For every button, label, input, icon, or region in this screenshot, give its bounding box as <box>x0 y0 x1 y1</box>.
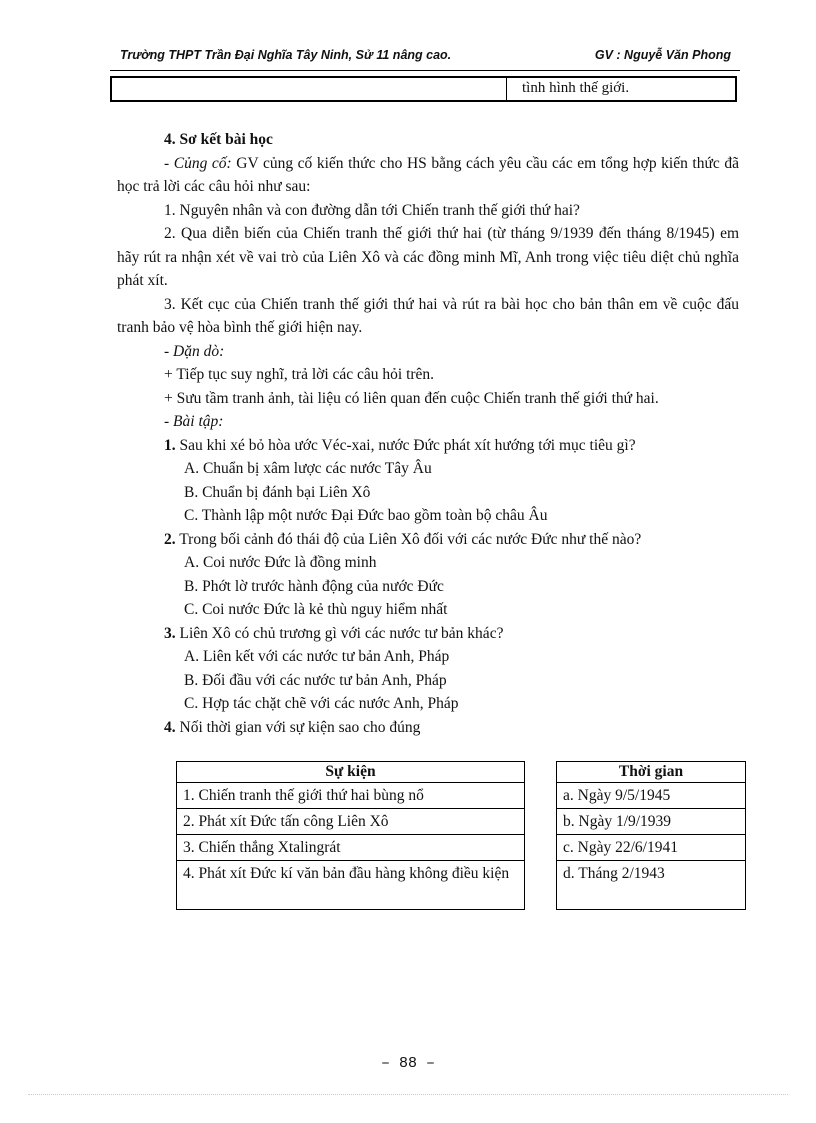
dan-do-item: + Sưu tầm tranh ảnh, tài liệu có liên quan đến cuộc Chiến tranh thế giới thứ hai. <box>164 389 659 407</box>
exercise-option: B. Đối đầu với các nước tư bản Anh, Pháp <box>184 671 447 689</box>
event-cell: 3. Chiến thắng Xtalingrát <box>177 835 525 861</box>
event-cell: 4. Phát xít Đức kí văn bản đầu hàng không điều kiện <box>177 861 525 910</box>
time-cell: b. Ngày 1/9/1939 <box>557 809 746 835</box>
review-question: 2. Qua diễn biến của Chiến tranh thế giới thứ hai (từ tháng 9/1939 đến tháng 8/1945) em hãy rút ra nhận xét về vai trò của Liên Xô và các đồng minh Mĩ, Anh trong việc tiêu diệt chủ nghĩa phát xít. <box>117 225 739 289</box>
review-question: 3. Kết cục của Chiến tranh thế giới thứ hai và rút ra bài học cho bản thân em về cuộc đấu tranh bảo vệ hòa bình thế giới hiện nay. <box>117 295 739 336</box>
header-school: Trường THPT Trần Đại Nghĩa Tây Ninh, Sử 11 nâng cao. <box>120 48 452 62</box>
events-table <box>176 761 525 910</box>
time-cell: a. Ngày 9/5/1945 <box>557 783 746 809</box>
exercise-question: 3. Liên Xô có chủ trương gì với các nước tư bản khác? <box>164 624 504 642</box>
bai-tap-heading: - Bài tập: <box>164 413 224 430</box>
exercise-option: A. Liên kết với các nước tư bản Anh, Pháp <box>184 648 450 665</box>
exercise-question: 2. Trong bối cảnh đó thái độ của Liên Xô đối với các nước Đức như thế nào? <box>164 530 642 548</box>
page-number: – 88 – <box>380 1055 435 1072</box>
exercise-number: 3. <box>164 624 176 642</box>
table-cell: tình hình thế giới. <box>522 80 630 96</box>
dan-do-heading: - Dặn dò: <box>164 342 225 360</box>
cung-co-paragraph: - Củng cố: GV củng cố kiến thức cho HS bằng cách yêu cầu các em tổng hợp kiến thức đã học trả lời các câu hỏi như sau: <box>117 154 739 195</box>
exercise-number: 4. <box>164 718 176 736</box>
exercise-question: 1. Sau khi xé bỏ hòa ước Véc-xai, nước Đức phát xít hướng tới mục tiêu gì? <box>164 436 636 454</box>
exercise-option: B. Chuẩn bị đánh bại Liên Xô <box>184 483 371 501</box>
section-heading: 4. Sơ kết bài học <box>164 131 273 148</box>
page-header <box>120 48 731 68</box>
events-header: Sự kiện <box>177 762 525 783</box>
header-rule <box>110 70 740 71</box>
cung-co-label: Củng cố: <box>173 154 232 172</box>
continued-table-row <box>110 76 737 102</box>
dan-do-label: Dặn dò: <box>173 342 225 360</box>
dan-do-item: + Tiếp tục suy nghĩ, trả lời các câu hỏi trên. <box>164 366 435 383</box>
exercise-number: 2. <box>164 530 176 548</box>
page-edge-dots <box>28 1094 788 1095</box>
bai-tap-label: Bài tập: <box>173 413 224 430</box>
exercise-number: 1. <box>164 436 176 454</box>
event-cell: 2. Phát xít Đức tấn công Liên Xô <box>177 809 525 835</box>
header-teacher: GV : Nguyễ Văn Phong <box>594 48 731 62</box>
exercise-option: C. Thành lập một nước Đại Đức bao gồm toàn bộ châu Âu <box>184 507 548 524</box>
table-divider <box>506 78 507 100</box>
exercise-option: B. Phớt lờ trước hành động của nước Đức <box>184 577 444 595</box>
times-header: Thời gian <box>557 762 746 783</box>
exercise-option: C. Hợp tác chặt chẽ với các nước Anh, Pháp <box>184 695 459 712</box>
time-cell: d. Tháng 2/1943 <box>557 861 746 910</box>
lesson-summary <box>117 128 739 739</box>
exercise-option: A. Chuẩn bị xâm lược các nước Tây Âu <box>184 460 432 477</box>
times-table <box>556 761 746 910</box>
exercise-question: 4. Nối thời gian với sự kiện sao cho đúng <box>164 718 421 736</box>
review-question: 1. Nguyên nhân và con đường dẫn tới Chiến tranh thế giới thứ hai? <box>164 201 580 219</box>
event-cell: 1. Chiến tranh thế giới thứ hai bùng nổ <box>177 783 525 809</box>
cung-co-text: GV củng cố kiến thức cho HS bằng cách yêu cầu các em tổng hợp kiến thức đã học trả lời các câu hỏi như sau: <box>117 154 739 195</box>
time-cell: c. Ngày 22/6/1941 <box>557 835 746 861</box>
exercise-option: A. Coi nước Đức là đồng minh <box>184 554 377 571</box>
exercise-option: C. Coi nước Đức là kẻ thù nguy hiểm nhất <box>184 601 448 618</box>
